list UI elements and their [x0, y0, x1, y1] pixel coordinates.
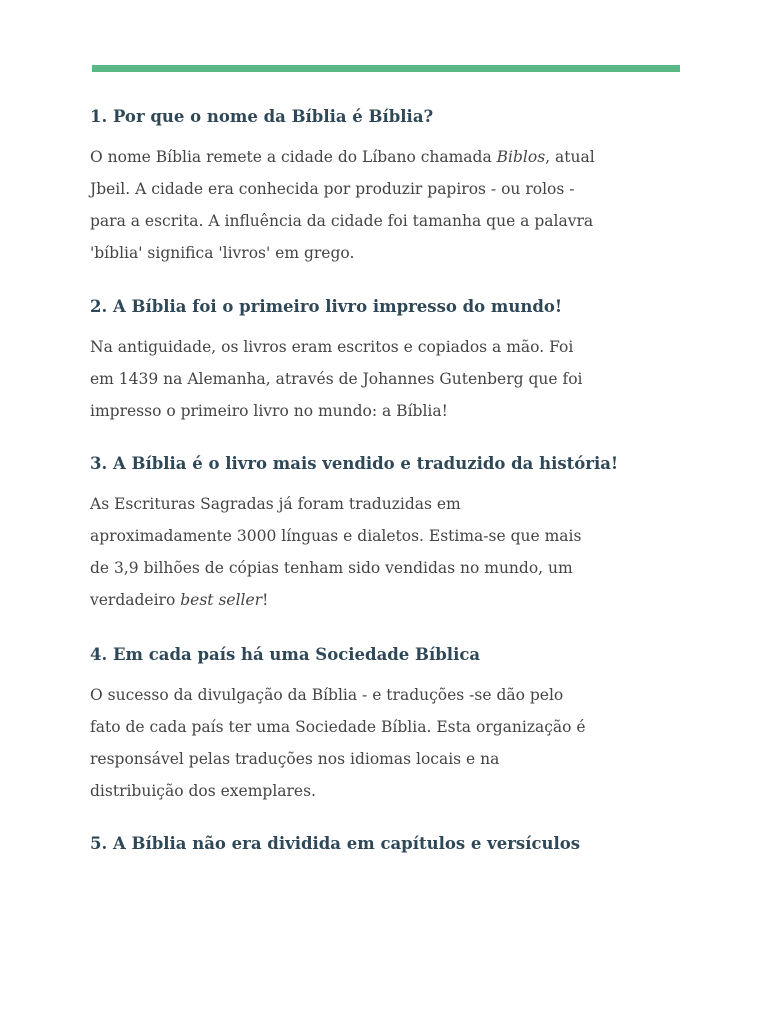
section-4 [90, 640, 586, 807]
paragraph-line: verdadeiro best seller! [90, 591, 269, 609]
section-3 [90, 449, 619, 616]
section-paragraph [90, 141, 595, 269]
section-heading: 2. A Bíblia foi o primeiro livro impresso do mundo! [90, 297, 563, 316]
paragraph-line: 'bíblia' significa 'livros' em grego. [90, 244, 355, 262]
paragraph-line: As Escrituras Sagradas já foram traduzidas em [90, 495, 461, 513]
section-1 [90, 102, 595, 269]
section-5 [90, 829, 581, 859]
paragraph-line: para a escrita. A influência da cidade foi tamanha que a palavra [90, 212, 594, 230]
paragraph-line: aproximadamente 3000 línguas e dialetos. Estima-se que mais [90, 527, 582, 545]
article-content [90, 102, 619, 859]
italic-term: best seller [180, 591, 263, 609]
section-paragraph [90, 679, 586, 807]
section-2 [90, 292, 583, 427]
paragraph-line: impresso o primeiro livro no mundo: a Bíblia! [90, 402, 448, 420]
paragraph-line: responsável pelas traduções nos idiomas locais e na [90, 750, 500, 768]
paragraph-line: em 1439 na Alemanha, através de Johannes Gutenberg que foi [90, 370, 583, 388]
paragraph-line: O sucesso da divulgação da Bíblia - e traduções -se dão pelo [90, 686, 564, 704]
paragraph-line: Jbeil. A cidade era conhecida por produzir papiros - ou rolos - [90, 180, 575, 198]
paragraph-line: distribuição dos exemplares. [90, 782, 316, 800]
section-paragraph [90, 488, 582, 616]
section-heading: 1. Por que o nome da Bíblia é Bíblia? [90, 107, 434, 126]
section-heading: 4. Em cada país há uma Sociedade Bíblica [90, 645, 481, 664]
section-heading: 5. A Bíblia não era dividida em capítulos e versículos [90, 834, 581, 853]
top-accent-bar [92, 65, 680, 72]
paragraph-line: O nome Bíblia remete a cidade do Líbano chamada Biblos, atual [90, 148, 595, 166]
section-heading: 3. A Bíblia é o livro mais vendido e traduzido da história! [90, 454, 619, 473]
paragraph-line: Na antiguidade, os livros eram escritos e copiados a mão. Foi [90, 338, 574, 356]
italic-term: Biblos [496, 148, 546, 166]
paragraph-line: de 3,9 bilhões de cópias tenham sido vendidas no mundo, um [90, 559, 573, 577]
section-paragraph [90, 331, 583, 427]
paragraph-line: fato de cada país ter uma Sociedade Bíblia. Esta organização é [90, 718, 586, 736]
